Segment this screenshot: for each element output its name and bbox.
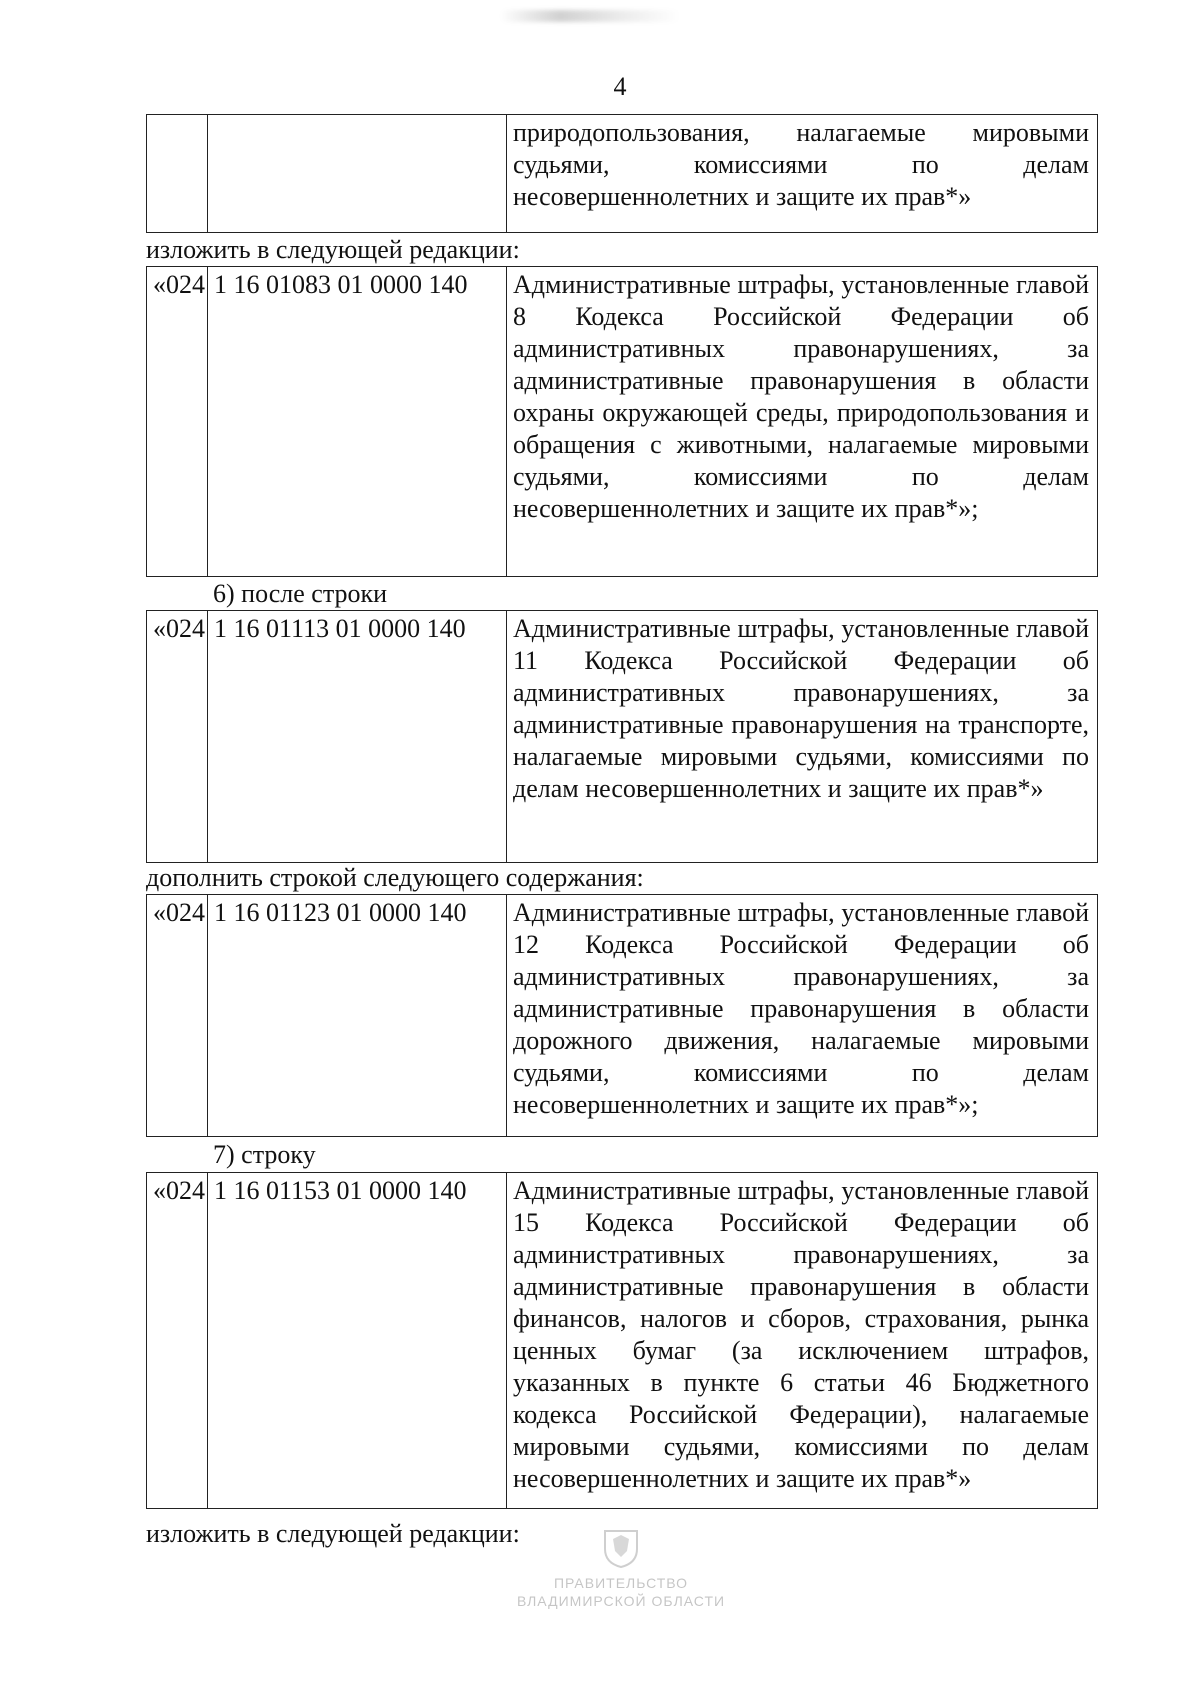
row-kbk: 1 16 01123 01 0000 140: [208, 895, 507, 1137]
table-row: [146, 114, 1098, 233]
page-number: 4: [613, 72, 627, 101]
instruction-text: 6) после строки: [213, 579, 388, 608]
row-description: природопользования, налагаемые мировыми судьями, комиссиями по делам несовершеннолетних и защите их прав*»: [507, 115, 1098, 233]
instruction-text: дополнить строкой следующего содержания:: [146, 863, 644, 892]
table-row: [146, 894, 1098, 1137]
table-row: [146, 1172, 1098, 1509]
instruction-text: 7) строку: [213, 1140, 316, 1169]
row-kbk: 1 16 01113 01 0000 140: [208, 611, 507, 863]
row-description: Административные штрафы, установленные главой 12 Кодекса Российской Федерации об административных правонарушениях, за административные правонарушения в области дорожного движения, налагаемые мировыми судьями, комиссиями по делам несовершеннолетних и защите их прав*»;: [507, 895, 1098, 1137]
row-description: Административные штрафы, установленные главой 8 Кодекса Российской Федерации об административных правонарушениях, за административные правонарушения в области охраны окружающей среды, природопользования и обращения с животными, налагаемые мировыми судьями, комиссиями по делам несовершеннолетних и защите их прав*»;: [507, 267, 1098, 577]
table-row: [146, 610, 1098, 863]
coat-of-arms-icon: [599, 1525, 643, 1569]
row-description: Административные штрафы, установленные главой 15 Кодекса Российской Федерации об административных правонарушениях, за административные правонарушения в области финансов, налогов и сборов, страхования, рынка ценных бумаг (за исключением штрафов, указанных в пункте 6 статьи 46 Бюджетного кодекса Российской Федерации), налагаемые мировыми судьями, комиссиями по делам несовершеннолетних и защите их прав*»: [507, 1173, 1098, 1509]
row-code: «024: [147, 267, 208, 577]
seal-line: ВЛАДИМИРСКОЙ ОБЛАСТИ: [516, 1593, 726, 1609]
table-row: [146, 266, 1098, 577]
instruction-text: изложить в следующей редакции:: [146, 235, 520, 264]
row-code: «024: [147, 895, 208, 1137]
seal-line: ПРАВИТЕЛЬСТВО: [553, 1575, 689, 1591]
row-code: «024: [147, 1173, 208, 1509]
closing-instruction: изложить в следующей редакции:: [146, 1519, 520, 1548]
row-kbk: 1 16 01083 01 0000 140: [208, 267, 507, 577]
row-kbk: 1 16 01153 01 0000 140: [208, 1173, 507, 1509]
row-code: [147, 115, 208, 233]
row-description: Административные штрафы, установленные главой 11 Кодекса Российской Федерации об административных правонарушениях, за административные правонарушения на транспорте, налагаемые мировыми судьями, комиссиями по делам несовершеннолетних и защите их прав*»: [507, 611, 1098, 863]
scan-smudge: [500, 10, 680, 22]
row-code: «024: [147, 611, 208, 863]
row-kbk: [208, 115, 507, 233]
faded-seal: [516, 1525, 726, 1635]
